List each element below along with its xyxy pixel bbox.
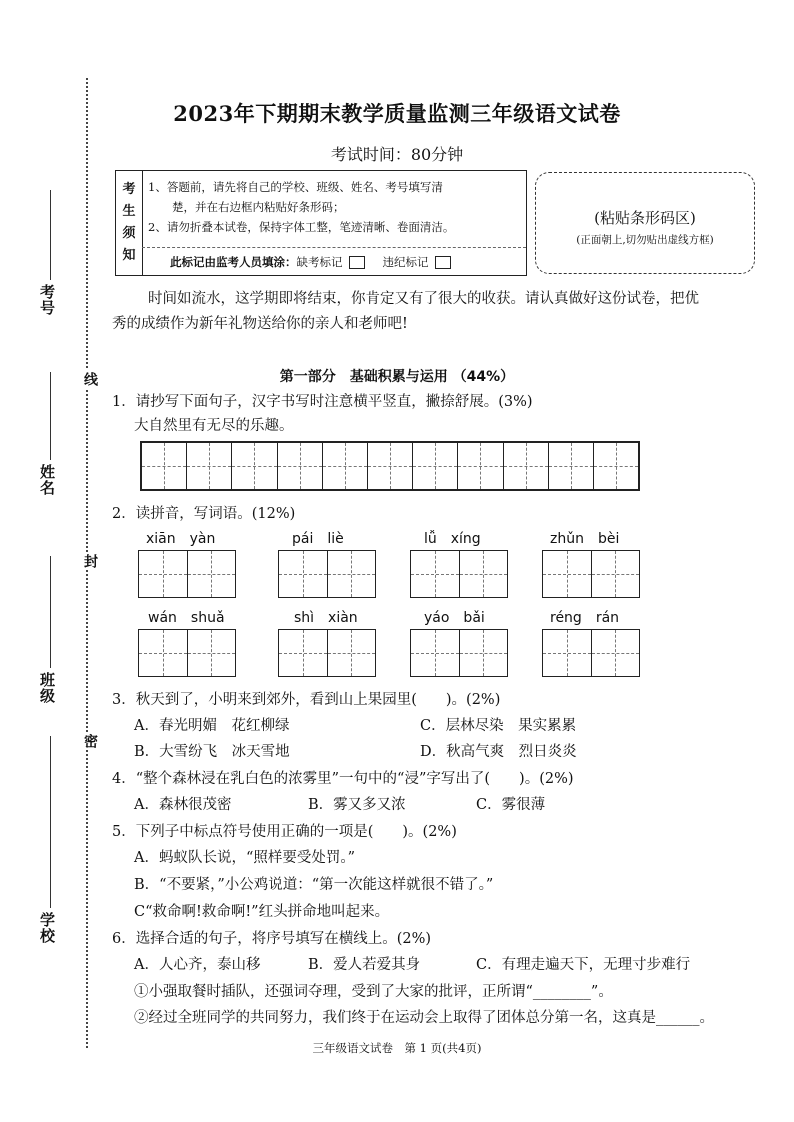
tianzi-box-2[interactable] bbox=[278, 550, 376, 598]
q6-stem: 6．选择合适的句子，将序号填写在横线上。(2%) bbox=[112, 931, 432, 947]
pinyin-5: wán shuǎ bbox=[148, 610, 225, 626]
q5-option-b[interactable]: B．“不要紧，”小公鸡说道：“第一次能这样就很不错了。” bbox=[134, 877, 494, 893]
notice-side-label: 考 生 须 知 bbox=[116, 171, 143, 275]
q6-option-c: C．有理走遍天下，无理寸步难行 bbox=[476, 957, 691, 973]
q3-option-b[interactable]: B．大雪纷飞 冰天雪地 bbox=[134, 744, 290, 760]
class-label: 班级 bbox=[38, 672, 56, 704]
tianzi-box-3[interactable] bbox=[410, 550, 508, 598]
pinyin-7: yáo bǎi bbox=[424, 610, 485, 626]
page-title: 2023年下期期末教学质量监测三年级语文试卷 bbox=[173, 101, 621, 126]
notice-text: 1、答题前，请先将自己的学校、班级、姓名、考号填写清 楚，并在右边框内粘贴好条形码； 2、请勿折叠本试卷，保持字体工整，笔迹清晰、卷面清洁。 bbox=[148, 180, 455, 234]
q6-sentence-1[interactable]: ①小强取餐时插队，还强词夺理，受到了大家的批评，正所谓“________”。 bbox=[134, 984, 613, 1000]
pinyin-6: shì xiàn bbox=[294, 610, 358, 626]
q4-option-b[interactable]: B．雾又多又浓 bbox=[308, 797, 406, 813]
school-line[interactable] bbox=[50, 736, 51, 908]
intro-line-2: 秀的成绩作为新年礼物送给你的亲人和老师吧! bbox=[112, 316, 408, 332]
part-one-heading: 第一部分 基础积累与运用 （44%） bbox=[279, 369, 515, 385]
absent-checkbox[interactable] bbox=[349, 256, 365, 269]
exam-number-line[interactable] bbox=[50, 190, 51, 280]
q5-option-c[interactable]: C“救命啊!救命啊!”红头拼命地叫起来。 bbox=[134, 904, 390, 920]
q4-stem: 4．“整个森林浸在乳白色的浓雾里”一句中的“浸”字写出了( )。(2%) bbox=[112, 771, 574, 787]
tianzi-box-7[interactable] bbox=[410, 629, 508, 677]
pinyin-2: pái liè bbox=[292, 531, 344, 547]
tianzi-box-5[interactable] bbox=[138, 629, 236, 677]
q4-option-c[interactable]: C．雾很薄 bbox=[476, 797, 546, 813]
school-label: 学校 bbox=[38, 912, 56, 944]
intro-line-1: 时间如流水，这学期即将结束，你肯定又有了很大的收获。请认真做好这份试卷，把优 bbox=[148, 291, 699, 307]
exam-time: 考试时间：80分钟 bbox=[330, 145, 464, 164]
q6-option-a: A．人心齐，泰山移 bbox=[134, 957, 261, 973]
invigilator-marks: 此标记由监考人员填涂： 缺考标记 违纪标记 bbox=[142, 247, 526, 276]
class-line[interactable] bbox=[50, 556, 51, 668]
seal-mark-close: 密 bbox=[82, 734, 98, 748]
tianzi-box-6[interactable] bbox=[278, 629, 376, 677]
pinyin-8: réng rán bbox=[550, 610, 620, 626]
name-label: 姓名 bbox=[38, 464, 56, 496]
q3-option-d[interactable]: D．秋高气爽 烈日炎炎 bbox=[420, 744, 577, 760]
tianzi-box-8[interactable] bbox=[542, 629, 640, 677]
q3-option-a[interactable]: A．春光明媚 花红柳绿 bbox=[134, 718, 290, 734]
q1-sentence: 大自然里有无尽的乐趣。 bbox=[134, 418, 294, 434]
q1-writing-grid[interactable] bbox=[140, 441, 640, 491]
seal-mark-seal: 封 bbox=[82, 554, 98, 568]
tianzi-box-1[interactable] bbox=[138, 550, 236, 598]
q5-stem: 5．下列子中标点符号使用正确的一项是( )。(2%) bbox=[112, 824, 457, 840]
page-footer: 三年级语文试卷 第 1 页(共4页) bbox=[312, 1041, 482, 1055]
seal-mark-line: 线 bbox=[82, 372, 98, 386]
q2-stem: 2．读拼音，写词语。(12%) bbox=[112, 506, 296, 522]
examinee-notice-box bbox=[115, 170, 527, 276]
tianzi-box-4[interactable] bbox=[542, 550, 640, 598]
q6-sentence-2[interactable]: ②经过全班同学的共同努力，我们终于在运动会上取得了团体总分第一名，这真是______。 bbox=[134, 1010, 714, 1026]
q3-option-c[interactable]: C．层林尽染 果实累累 bbox=[420, 718, 577, 734]
q1-stem: 1．请抄写下面句子，汉字书写时注意横平竖直，撇捺舒展。(3%) bbox=[112, 394, 533, 410]
q3-stem: 3．秋天到了，小明来到郊外，看到山上果园里( )。(2%) bbox=[112, 692, 501, 708]
q5-option-a[interactable]: A．蚂蚁队长说，“照样要受处罚。” bbox=[134, 850, 356, 866]
violation-checkbox[interactable] bbox=[435, 256, 451, 269]
q6-option-b: B．爱人若爱其身 bbox=[308, 957, 421, 973]
exam-number-label: 考号 bbox=[38, 284, 56, 316]
pinyin-4: zhǔn bèi bbox=[550, 531, 620, 547]
pinyin-1: xiān yàn bbox=[146, 531, 216, 547]
pinyin-3: lǚ xíng bbox=[424, 531, 481, 547]
barcode-area[interactable]: (粘贴条形码区) (正面朝上,切勿贴出虚线方框) bbox=[535, 172, 755, 274]
q4-option-a[interactable]: A．森林很茂密 bbox=[134, 797, 232, 813]
